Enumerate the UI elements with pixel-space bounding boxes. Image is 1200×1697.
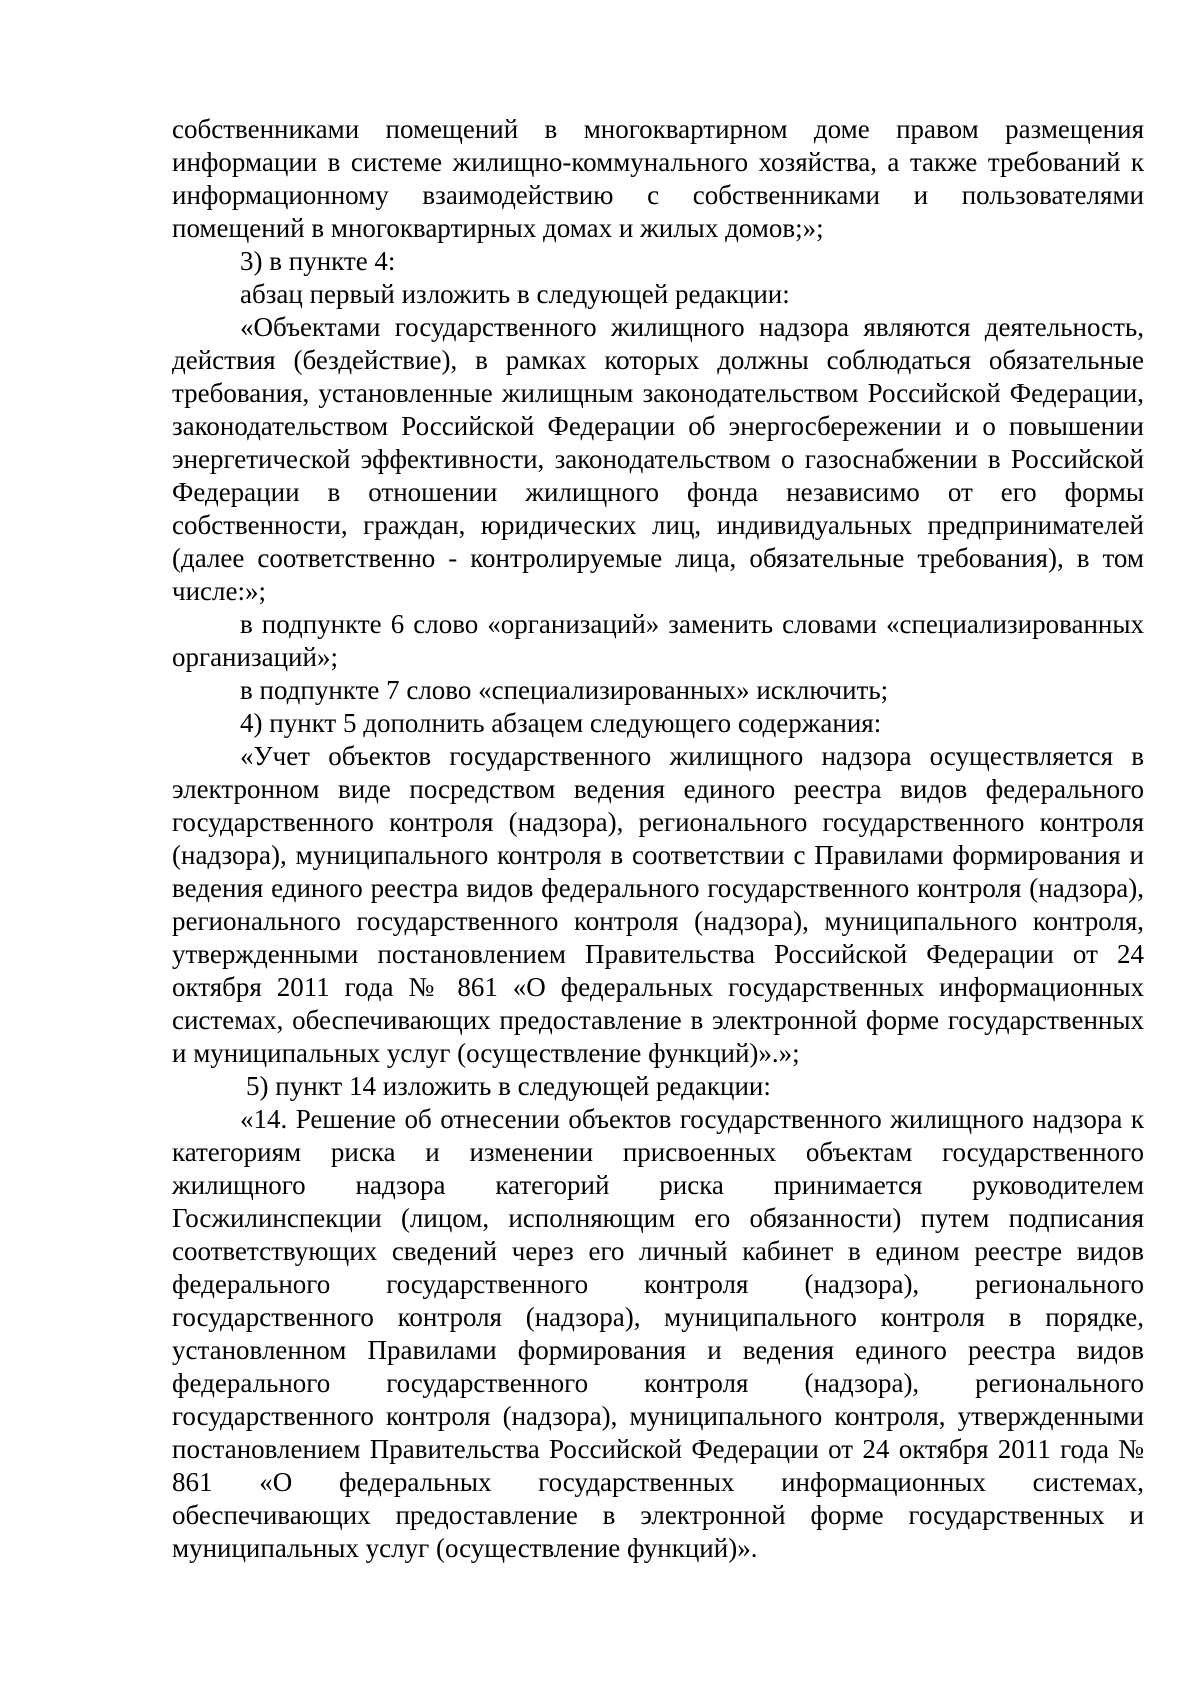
paragraph-item-5: 5) пункт 14 изложить в следующей редакции:	[246, 1071, 771, 1101]
paragraph-first-abzac: абзац первый изложить в следующей редакции:	[240, 279, 790, 309]
paragraph-item-14: «14. Решение об отнесении объектов государственного жилищного надзора к категориям риска и изменении присвоенных объектам государственного жилищного надзора категорий риска принимается руководителем Госжилинспекции (лицом, исполняющим его обязанности) путем подписания соответствующих сведений через его личный кабинет в едином реестре видов федерального государственного контроля (надзора), регионального государственного контроля (надзора), муниципального контроля в порядке, установленном Правилами формирования и ведения единого реестра видов федерального государственного контроля (надзора), регионального государственного контроля (надзора), муниципального контроля, утвержденными постановлением Правительства Российской Федерации от 24 октября 2011 года № 861 «О федеральных государственных информационных системах, обеспечивающих предоставление в электронной форме государственных и муниципальных услуг (осуществление функций)».	[172, 1104, 1144, 1563]
paragraph-subitem-6: в подпункте 6 слово «организаций» заменить словами «специализированных организаций»;	[172, 609, 1144, 672]
paragraph-accounting: «Учет объектов государственного жилищного надзора осуществляется в электронном виде посредством ведения единого реестра видов федерального государственного контроля (надзора), регионального государственного контроля (надзора), муниципального контроля в соответствии с Правилами формирования и ведения единого реестра видов федерального государственного контроля (надзора), регионального государственного контроля (надзора), муниципального контроля, утвержденными постановлением Правительства Российской Федерации от 24 октября 2011 года № 861 «О федеральных государственных информационных системах, обеспечивающих предоставление в электронной форме государственных и муниципальных услуг (осуществление функций)».»;	[172, 741, 1144, 1068]
document-page	[172, 113, 1144, 1565]
paragraph-item-3: 3) в пункте 4:	[240, 246, 396, 276]
paragraph-item-4: 4) пункт 5 дополнить абзацем следующего содержания:	[240, 708, 882, 738]
paragraph-subitem-7: в подпункте 7 слово «специализированных» исключить;	[240, 675, 889, 705]
paragraph-continuation: собственниками помещений в многоквартирном доме правом размещения информации в системе жилищно-коммунального хозяйства, а также требований к информационному взаимодействию с собственниками и пользователями помещений в многоквартирных домах и жилых домов;»;	[172, 114, 1144, 243]
paragraph-objects-definition: «Объектами государственного жилищного надзора являются деятельность, действия (бездействие), в рамках которых должны соблюдаться обязательные требования, установленные жилищным законодательством Российской Федерации, законодательством Российской Федерации об энергосбережении и о повышении энергетической эффективности, законодательством о газоснабжении в Российской Федерации в отношении жилищного фонда независимо от его формы собственности, граждан, юридических лиц, индивидуальных предпринимателей (далее соответственно - контролируемые лица, обязательные требования), в том числе:»;	[172, 312, 1144, 606]
